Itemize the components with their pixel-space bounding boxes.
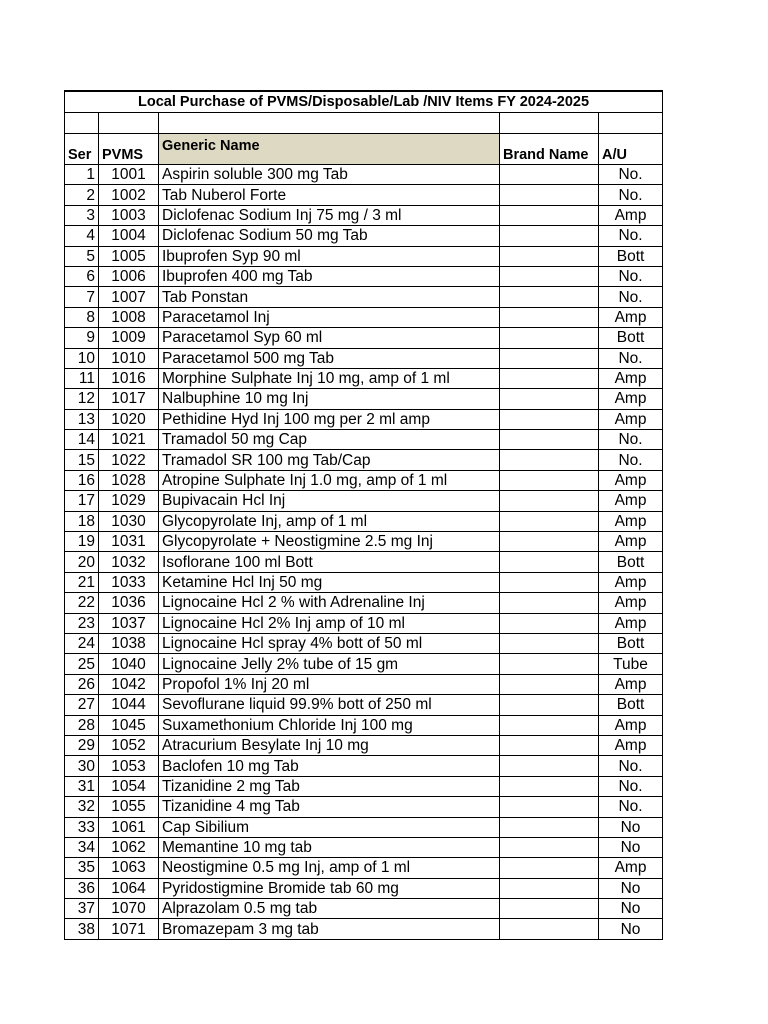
cell-ser: 12 xyxy=(65,389,99,409)
table-row xyxy=(65,837,663,857)
header-brand-name: Brand Name xyxy=(500,134,599,165)
cell-ser: 14 xyxy=(65,430,99,450)
cell-au: No. xyxy=(599,185,663,205)
cell-brand-name xyxy=(500,756,599,776)
cell-ser: 24 xyxy=(65,633,99,653)
cell-pvms: 1001 xyxy=(99,165,159,185)
cell-au: Bott xyxy=(599,695,663,715)
cell-pvms: 1052 xyxy=(99,735,159,755)
cell-pvms: 1063 xyxy=(99,858,159,878)
cell-brand-name xyxy=(500,552,599,572)
cell-ser: 19 xyxy=(65,532,99,552)
cell-ser: 16 xyxy=(65,470,99,490)
cell-ser: 7 xyxy=(65,287,99,307)
cell-pvms: 1004 xyxy=(99,226,159,246)
cell-generic-name: Morphine Sulphate Inj 10 mg, amp of 1 ml xyxy=(159,368,500,388)
cell-pvms: 1045 xyxy=(99,715,159,735)
cell-brand-name xyxy=(500,776,599,796)
cell-au: Amp xyxy=(599,307,663,327)
cell-generic-name: Propofol 1% Inj 20 ml xyxy=(159,674,500,694)
table-row xyxy=(65,266,663,286)
cell-generic-name: Suxamethonium Chloride Inj 100 mg xyxy=(159,715,500,735)
cell-pvms: 1037 xyxy=(99,613,159,633)
cell-brand-name xyxy=(500,593,599,613)
cell-generic-name: Isoflorane 100 ml Bott xyxy=(159,552,500,572)
cell-brand-name xyxy=(500,491,599,511)
cell-au: Amp xyxy=(599,389,663,409)
cell-ser: 10 xyxy=(65,348,99,368)
cell-pvms: 1007 xyxy=(99,287,159,307)
cell-brand-name xyxy=(500,817,599,837)
cell-brand-name xyxy=(500,511,599,531)
table-row xyxy=(65,715,663,735)
header-ser: Ser xyxy=(65,134,99,165)
cell-pvms: 1071 xyxy=(99,919,159,939)
cell-generic-name: Ibuprofen 400 mg Tab xyxy=(159,266,500,286)
cell-generic-name: Bromazepam 3 mg tab xyxy=(159,919,500,939)
cell-generic-name: Lignocaine Hcl 2 % with Adrenaline Inj xyxy=(159,593,500,613)
cell-ser: 1 xyxy=(65,165,99,185)
cell-brand-name xyxy=(500,430,599,450)
cell-brand-name xyxy=(500,226,599,246)
cell-pvms: 1006 xyxy=(99,266,159,286)
cell-ser: 4 xyxy=(65,226,99,246)
cell-ser: 33 xyxy=(65,817,99,837)
cell-ser: 3 xyxy=(65,205,99,225)
table-row xyxy=(65,205,663,225)
cell-pvms: 1020 xyxy=(99,409,159,429)
cell-ser: 28 xyxy=(65,715,99,735)
cell-generic-name: Alprazolam 0.5 mg tab xyxy=(159,899,500,919)
cell-pvms: 1042 xyxy=(99,674,159,694)
cell-pvms: 1021 xyxy=(99,430,159,450)
cell-ser: 32 xyxy=(65,797,99,817)
cell-ser: 18 xyxy=(65,511,99,531)
header-pvms: PVMS xyxy=(99,134,159,165)
blank-cell xyxy=(599,113,663,134)
cell-ser: 17 xyxy=(65,491,99,511)
cell-generic-name: Lignocaine Jelly 2% tube of 15 gm xyxy=(159,654,500,674)
table-row xyxy=(65,613,663,633)
cell-pvms: 1062 xyxy=(99,837,159,857)
table-row xyxy=(65,756,663,776)
table-row xyxy=(65,430,663,450)
cell-brand-name xyxy=(500,328,599,348)
blank-cell xyxy=(159,113,500,134)
cell-au: No. xyxy=(599,287,663,307)
cell-au: No xyxy=(599,817,663,837)
blank-row xyxy=(65,113,663,134)
header-au: A/U xyxy=(599,134,663,165)
cell-au: Amp xyxy=(599,532,663,552)
cell-brand-name xyxy=(500,633,599,653)
cell-ser: 20 xyxy=(65,552,99,572)
blank-cell xyxy=(500,113,599,134)
cell-generic-name: Tramadol SR 100 mg Tab/Cap xyxy=(159,450,500,470)
cell-generic-name: Pyridostigmine Bromide tab 60 mg xyxy=(159,878,500,898)
cell-generic-name: Cap Sibilium xyxy=(159,817,500,837)
table-row xyxy=(65,593,663,613)
cell-pvms: 1002 xyxy=(99,185,159,205)
cell-generic-name: Atropine Sulphate Inj 1.0 mg, amp of 1 ml xyxy=(159,470,500,490)
cell-au: Amp xyxy=(599,470,663,490)
cell-generic-name: Bupivacain Hcl Inj xyxy=(159,491,500,511)
table-row xyxy=(65,858,663,878)
cell-brand-name xyxy=(500,572,599,592)
cell-au: Amp xyxy=(599,593,663,613)
cell-brand-name xyxy=(500,899,599,919)
cell-generic-name: Ketamine Hcl Inj 50 mg xyxy=(159,572,500,592)
cell-pvms: 1010 xyxy=(99,348,159,368)
cell-au: No. xyxy=(599,756,663,776)
blank-cell xyxy=(99,113,159,134)
cell-brand-name xyxy=(500,735,599,755)
cell-generic-name: Baclofen 10 mg Tab xyxy=(159,756,500,776)
cell-au: Amp xyxy=(599,491,663,511)
cell-au: Bott xyxy=(599,246,663,266)
cell-brand-name xyxy=(500,654,599,674)
cell-ser: 34 xyxy=(65,837,99,857)
items-table xyxy=(64,90,663,940)
cell-au: No. xyxy=(599,266,663,286)
sheet-title: Local Purchase of PVMS/Disposable/Lab /NIV Items FY 2024-2025 xyxy=(65,91,663,113)
cell-au: No. xyxy=(599,776,663,796)
table-row xyxy=(65,368,663,388)
cell-brand-name xyxy=(500,695,599,715)
cell-brand-name xyxy=(500,409,599,429)
cell-brand-name xyxy=(500,450,599,470)
cell-generic-name: Neostigmine 0.5 mg Inj, amp of 1 ml xyxy=(159,858,500,878)
cell-ser: 8 xyxy=(65,307,99,327)
cell-pvms: 1070 xyxy=(99,899,159,919)
cell-au: No xyxy=(599,919,663,939)
cell-generic-name: Pethidine Hyd Inj 100 mg per 2 ml amp xyxy=(159,409,500,429)
cell-ser: 26 xyxy=(65,674,99,694)
table-row xyxy=(65,328,663,348)
table-row xyxy=(65,797,663,817)
cell-pvms: 1030 xyxy=(99,511,159,531)
cell-au: No. xyxy=(599,450,663,470)
cell-ser: 38 xyxy=(65,919,99,939)
table-row xyxy=(65,450,663,470)
cell-brand-name xyxy=(500,348,599,368)
cell-au: No. xyxy=(599,797,663,817)
cell-au: No xyxy=(599,899,663,919)
cell-pvms: 1053 xyxy=(99,756,159,776)
cell-ser: 23 xyxy=(65,613,99,633)
table-row xyxy=(65,226,663,246)
cell-generic-name: Memantine 10 mg tab xyxy=(159,837,500,857)
cell-pvms: 1055 xyxy=(99,797,159,817)
cell-pvms: 1031 xyxy=(99,532,159,552)
cell-generic-name: Diclofenac Sodium Inj 75 mg / 3 ml xyxy=(159,205,500,225)
cell-au: No. xyxy=(599,430,663,450)
cell-ser: 13 xyxy=(65,409,99,429)
cell-generic-name: Tab Nuberol Forte xyxy=(159,185,500,205)
table-row xyxy=(65,165,663,185)
cell-generic-name: Tizanidine 4 mg Tab xyxy=(159,797,500,817)
cell-pvms: 1044 xyxy=(99,695,159,715)
cell-au: Bott xyxy=(599,633,663,653)
cell-ser: 21 xyxy=(65,572,99,592)
cell-au: Amp xyxy=(599,368,663,388)
cell-ser: 29 xyxy=(65,735,99,755)
table-row xyxy=(65,674,663,694)
cell-brand-name xyxy=(500,165,599,185)
cell-ser: 37 xyxy=(65,899,99,919)
table-row xyxy=(65,899,663,919)
cell-generic-name: Lignocaine Hcl spray 4% bott of 50 ml xyxy=(159,633,500,653)
cell-ser: 15 xyxy=(65,450,99,470)
cell-pvms: 1028 xyxy=(99,470,159,490)
cell-ser: 35 xyxy=(65,858,99,878)
cell-pvms: 1029 xyxy=(99,491,159,511)
cell-ser: 27 xyxy=(65,695,99,715)
cell-au: No. xyxy=(599,165,663,185)
cell-brand-name xyxy=(500,307,599,327)
cell-brand-name xyxy=(500,919,599,939)
cell-pvms: 1032 xyxy=(99,552,159,572)
cell-pvms: 1017 xyxy=(99,389,159,409)
cell-ser: 22 xyxy=(65,593,99,613)
header-row xyxy=(65,134,663,165)
cell-au: No xyxy=(599,837,663,857)
cell-pvms: 1064 xyxy=(99,878,159,898)
cell-au: Amp xyxy=(599,572,663,592)
cell-au: Amp xyxy=(599,715,663,735)
cell-brand-name xyxy=(500,797,599,817)
table-row xyxy=(65,185,663,205)
table-row xyxy=(65,776,663,796)
cell-au: Amp xyxy=(599,735,663,755)
cell-au: No xyxy=(599,878,663,898)
cell-generic-name: Diclofenac Sodium 50 mg Tab xyxy=(159,226,500,246)
cell-generic-name: Nalbuphine 10 mg Inj xyxy=(159,389,500,409)
cell-au: Amp xyxy=(599,511,663,531)
cell-ser: 2 xyxy=(65,185,99,205)
cell-pvms: 1005 xyxy=(99,246,159,266)
cell-au: Bott xyxy=(599,328,663,348)
table-row xyxy=(65,409,663,429)
cell-generic-name: Paracetamol 500 mg Tab xyxy=(159,348,500,368)
table-row xyxy=(65,511,663,531)
cell-generic-name: Glycopyrolate + Neostigmine 2.5 mg Inj xyxy=(159,532,500,552)
cell-au: Bott xyxy=(599,552,663,572)
title-row xyxy=(65,91,663,113)
cell-generic-name: Tab Ponstan xyxy=(159,287,500,307)
table-row xyxy=(65,348,663,368)
cell-generic-name: Tramadol 50 mg Cap xyxy=(159,430,500,450)
cell-brand-name xyxy=(500,837,599,857)
cell-au: No. xyxy=(599,226,663,246)
cell-generic-name: Lignocaine Hcl 2% Inj amp of 10 ml xyxy=(159,613,500,633)
cell-ser: 11 xyxy=(65,368,99,388)
cell-brand-name xyxy=(500,674,599,694)
table-row xyxy=(65,878,663,898)
cell-brand-name xyxy=(500,266,599,286)
cell-pvms: 1040 xyxy=(99,654,159,674)
cell-generic-name: Tizanidine 2 mg Tab xyxy=(159,776,500,796)
cell-generic-name: Ibuprofen Syp 90 ml xyxy=(159,246,500,266)
cell-au: No. xyxy=(599,348,663,368)
table-row xyxy=(65,246,663,266)
cell-brand-name xyxy=(500,532,599,552)
cell-brand-name xyxy=(500,858,599,878)
table-row xyxy=(65,735,663,755)
table-row xyxy=(65,470,663,490)
cell-au: Amp xyxy=(599,858,663,878)
cell-pvms: 1054 xyxy=(99,776,159,796)
cell-brand-name xyxy=(500,246,599,266)
cell-au: Tube xyxy=(599,654,663,674)
cell-ser: 5 xyxy=(65,246,99,266)
cell-pvms: 1038 xyxy=(99,633,159,653)
cell-pvms: 1061 xyxy=(99,817,159,837)
cell-pvms: 1008 xyxy=(99,307,159,327)
cell-brand-name xyxy=(500,389,599,409)
cell-ser: 36 xyxy=(65,878,99,898)
cell-pvms: 1009 xyxy=(99,328,159,348)
cell-generic-name: Sevoflurane liquid 99.9% bott of 250 ml xyxy=(159,695,500,715)
cell-generic-name: Atracurium Besylate Inj 10 mg xyxy=(159,735,500,755)
cell-brand-name xyxy=(500,470,599,490)
cell-brand-name xyxy=(500,185,599,205)
table-row xyxy=(65,532,663,552)
table-row xyxy=(65,552,663,572)
cell-pvms: 1036 xyxy=(99,593,159,613)
cell-ser: 25 xyxy=(65,654,99,674)
cell-au: Amp xyxy=(599,613,663,633)
table-row xyxy=(65,389,663,409)
table-row xyxy=(65,307,663,327)
cell-generic-name: Paracetamol Syp 60 ml xyxy=(159,328,500,348)
table-row xyxy=(65,287,663,307)
cell-au: Amp xyxy=(599,205,663,225)
items-table-body xyxy=(65,91,663,939)
cell-pvms: 1022 xyxy=(99,450,159,470)
blank-cell xyxy=(65,113,99,134)
cell-pvms: 1016 xyxy=(99,368,159,388)
cell-ser: 9 xyxy=(65,328,99,348)
cell-brand-name xyxy=(500,613,599,633)
cell-ser: 31 xyxy=(65,776,99,796)
cell-pvms: 1003 xyxy=(99,205,159,225)
cell-brand-name xyxy=(500,878,599,898)
cell-generic-name: Glycopyrolate Inj, amp of 1 ml xyxy=(159,511,500,531)
table-row xyxy=(65,654,663,674)
cell-brand-name xyxy=(500,205,599,225)
cell-generic-name: Aspirin soluble 300 mg Tab xyxy=(159,165,500,185)
cell-ser: 30 xyxy=(65,756,99,776)
table-row xyxy=(65,633,663,653)
cell-brand-name xyxy=(500,715,599,735)
cell-pvms: 1033 xyxy=(99,572,159,592)
cell-brand-name xyxy=(500,287,599,307)
cell-brand-name xyxy=(500,368,599,388)
table-row xyxy=(65,491,663,511)
table-row xyxy=(65,817,663,837)
cell-au: Amp xyxy=(599,409,663,429)
table-row xyxy=(65,572,663,592)
cell-au: Amp xyxy=(599,674,663,694)
header-generic-name: Generic Name xyxy=(159,134,500,165)
cell-ser: 6 xyxy=(65,266,99,286)
table-row xyxy=(65,695,663,715)
table-row xyxy=(65,919,663,939)
cell-generic-name: Paracetamol Inj xyxy=(159,307,500,327)
